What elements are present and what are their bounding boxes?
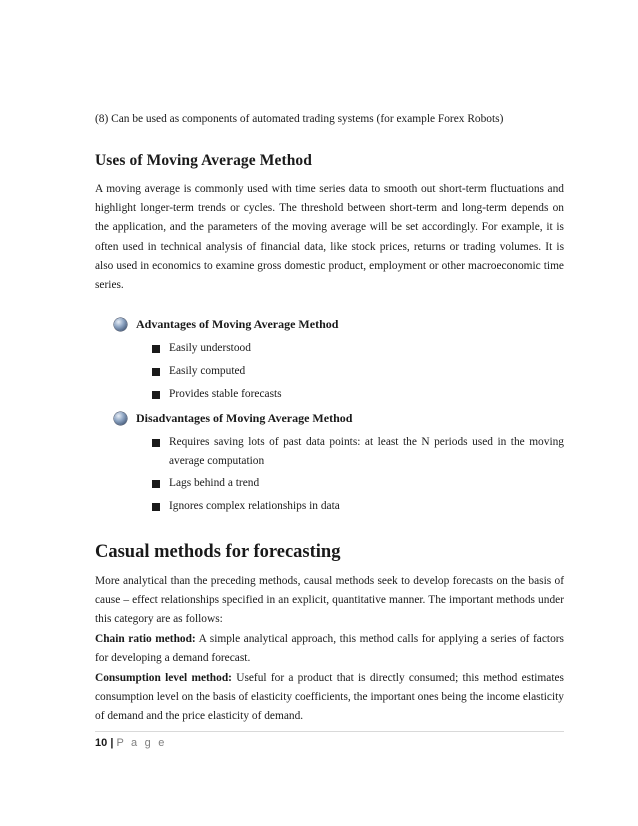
advantages-heading-row	[114, 317, 338, 332]
globe-bullet-icon	[114, 412, 127, 425]
list-item: Provides stable forecasts	[169, 388, 282, 400]
intro-text: (8) Can be used as components of automated trading systems (for example Forex Robots)	[95, 113, 504, 125]
casual-paragraph: More analytical than the preceding methods, causal methods seek to develop forecasts on the basis of cause – effect relationships specified in an explicit, quantitative manner. The important methods under this category are as follows:	[95, 575, 564, 626]
consumption-level-label: Consumption level method:	[95, 672, 232, 684]
chain-ratio-text: A simple analytical approach, this method calls for applying a series of factors for developing a demand forecast.	[95, 633, 564, 665]
casual-heading: Casual methods for forecasting	[95, 542, 341, 562]
advantages-heading: Advantages of Moving Average Method	[136, 317, 339, 331]
chain-ratio-label: Chain ratio method:	[95, 633, 196, 645]
disadvantages-heading-row	[114, 411, 352, 426]
list-item: Easily understood	[169, 342, 251, 354]
uses-paragraph: A moving average is commonly used with time series data to smooth out short-term fluctuations and highlight longer-term trends or cycles. The threshold between short-term and long-term depends on the application, and the parameters of the moving average will be set accordingly. For example, it is often used in technical analysis of financial data, like stock prices, returns or trading volumes. It is also used in economics to examine gross domestic product, employment or other macroeconomic time series.	[95, 183, 564, 292]
list-item: Ignores complex relationships in data	[169, 500, 340, 512]
uses-heading: Uses of Moving Average Method	[95, 152, 312, 169]
footer-separator: |	[110, 737, 114, 749]
list-item: Lags behind a trend	[169, 477, 260, 489]
list-item: Easily computed	[169, 365, 246, 377]
disadvantages-heading: Disadvantages of Moving Average Method	[136, 411, 353, 425]
consumption-level-paragraph	[95, 669, 564, 727]
page-label: P a g e	[116, 737, 167, 749]
page-footer	[95, 737, 167, 749]
consumption-level-text: Useful for a product that is directly consumed; this method estimates consumption level on the basis of elasticity coefficients, the important ones being the income elasticity of demand and the price elasticity of demand.	[95, 672, 564, 723]
page-number: 10	[95, 737, 108, 749]
list-item: Requires saving lots of past data points: at least the N periods used in the moving average computation	[169, 436, 564, 468]
footer-rule	[95, 731, 564, 732]
chain-ratio-paragraph	[95, 630, 564, 668]
globe-bullet-icon	[114, 318, 127, 331]
